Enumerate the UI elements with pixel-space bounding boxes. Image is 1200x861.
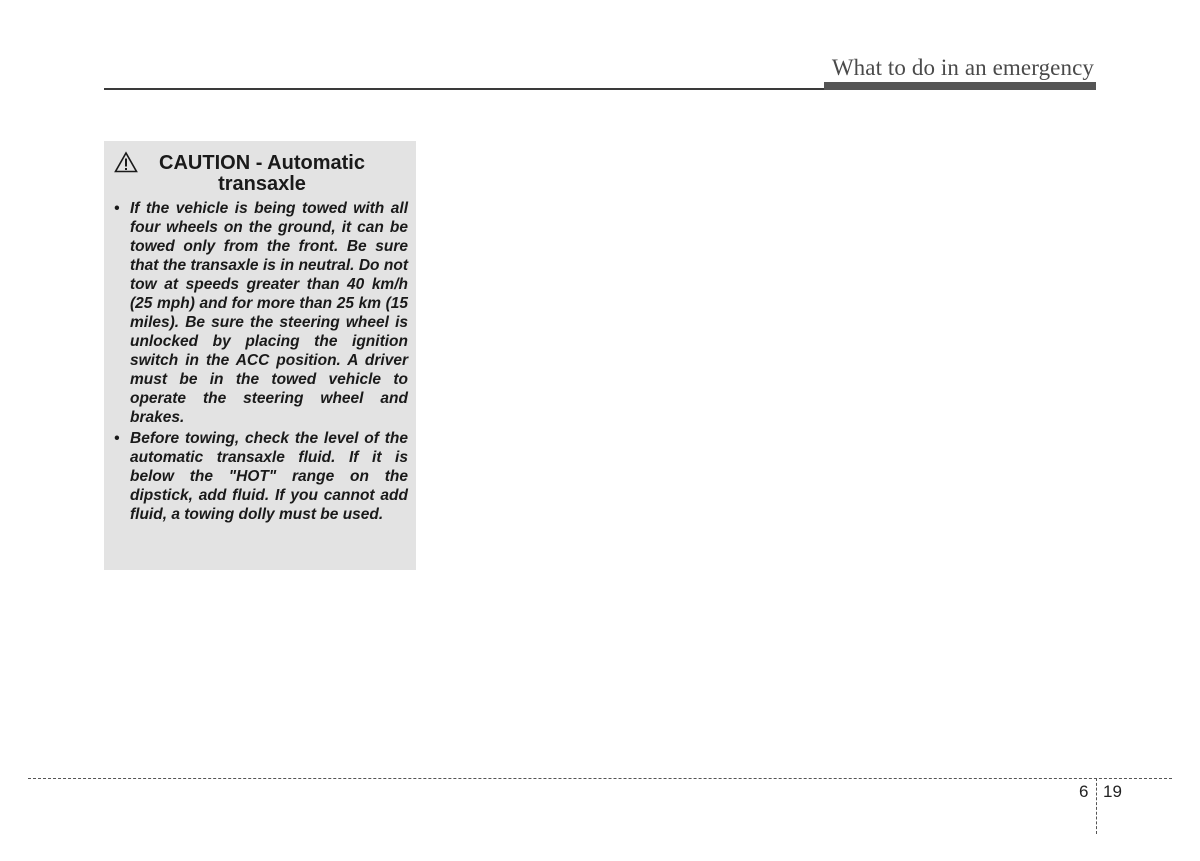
bullet-mark: • xyxy=(114,430,120,447)
caution-box xyxy=(104,141,416,570)
caution-bullet-list xyxy=(114,199,408,524)
footer-page-divider xyxy=(1096,778,1097,834)
warning-triangle-icon xyxy=(114,151,138,173)
caution-bullet-item xyxy=(114,429,408,524)
bullet-text: If the vehicle is being towed with all four wheels on the ground, it can be towed only from the front. Be sure that the transaxle is in neutral. Do not tow at speeds greater than 40 km/h (25 mph) and for more than 25 km (15 miles). Be sure the steering wheel is unlocked by placing the ignition switch in the ACC position. A driver must be in the towed vehicle to operate the steering wheel and brakes. xyxy=(130,200,408,426)
bullet-text: Before towing, check the level of the automatic transaxle fluid. If it is below the "HOT" range on the dipstick, add fluid. If you cannot add fluid, a towing dolly must be used. xyxy=(130,430,408,523)
caution-bullet-item xyxy=(114,199,408,427)
header-rule xyxy=(104,88,824,90)
caution-heading-line1: CAUTION - Automatic xyxy=(159,152,365,174)
header-section-tab xyxy=(824,82,1096,90)
bullet-mark: • xyxy=(114,200,120,217)
caution-heading xyxy=(114,153,408,195)
page-number: 19 xyxy=(1103,782,1122,801)
page-header-title: What to do in an emergency xyxy=(831,55,1094,80)
footer-dashed-rule xyxy=(28,778,1172,779)
caution-heading-text xyxy=(146,153,378,195)
caution-heading-line2: transaxle xyxy=(218,173,306,195)
page-chapter-number: 6 xyxy=(1079,782,1089,801)
